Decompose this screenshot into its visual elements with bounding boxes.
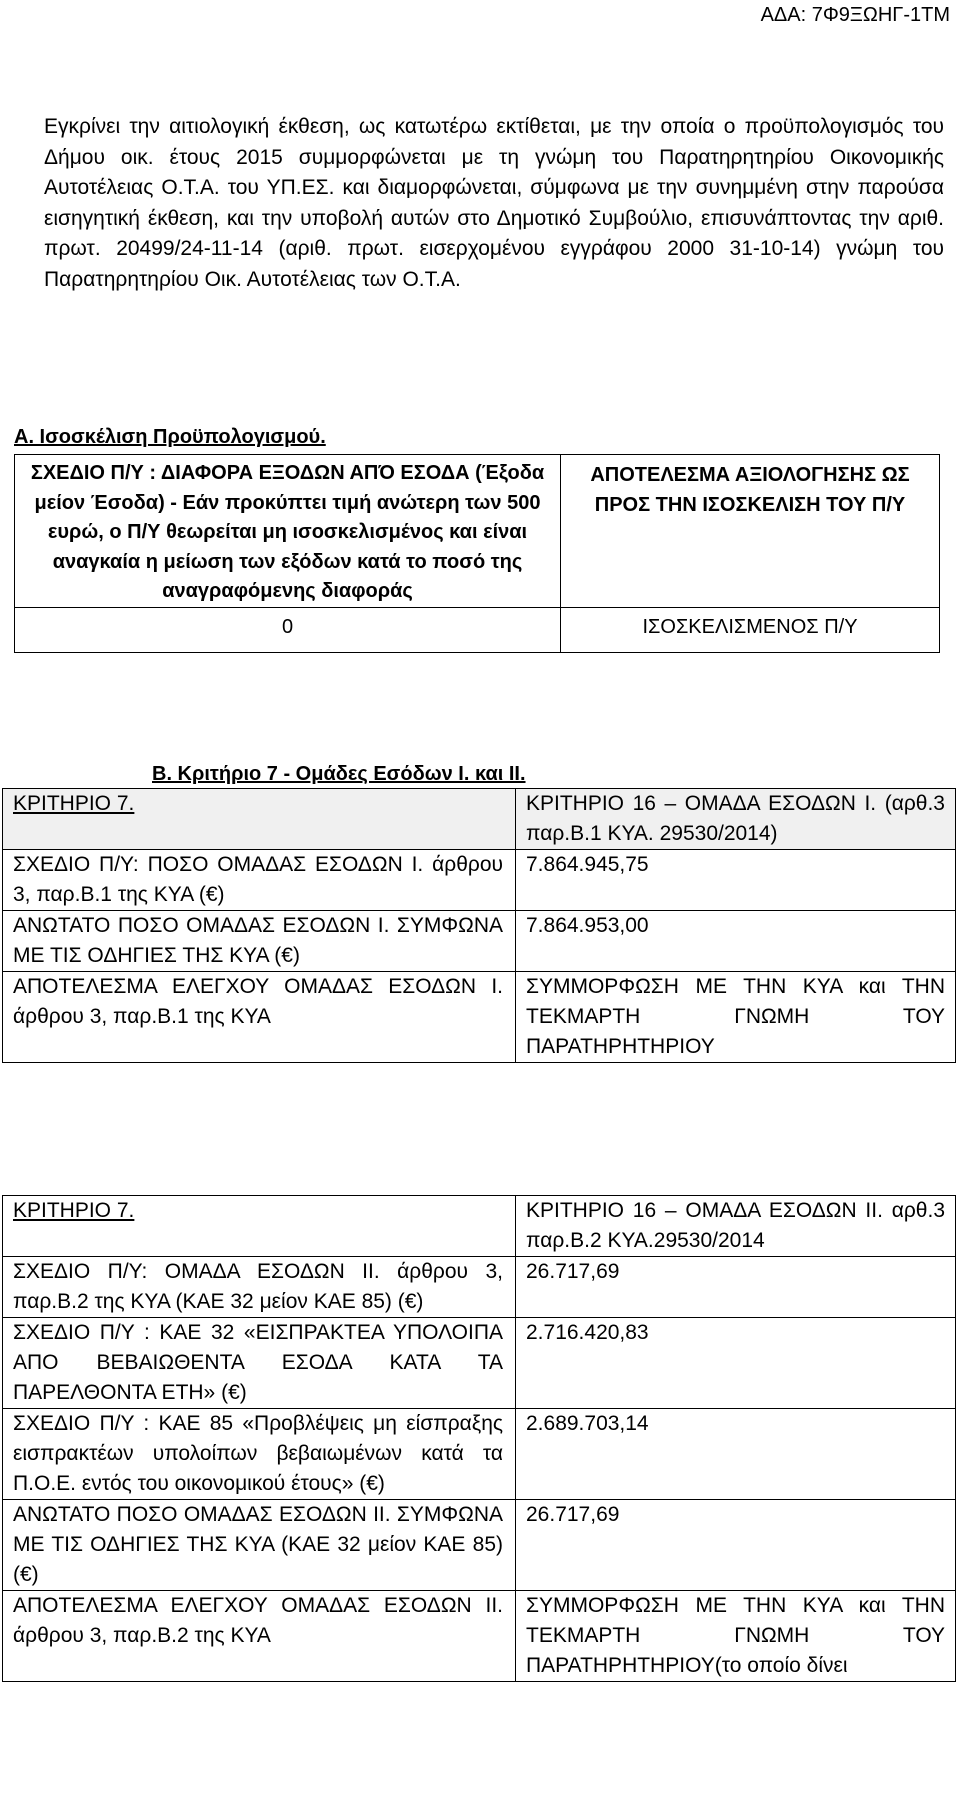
revenue-group-2-table — [2, 1195, 956, 1682]
table-row — [3, 1591, 956, 1682]
row-label: ΣΧΕΔΙΟ Π/Υ : ΚΑΕ 85 «Προβλέψεις μη είσπραξης εισπρακτέων υπολοίπων βεβαιωμένων κατά τα Π.Ο.Ε. εντός του οικονομικού έτους» (€) — [3, 1409, 516, 1500]
section-a-title: Α. Ισοσκέλιση Προϋπολογισμού. — [14, 426, 326, 448]
row-label: ΣΧΕΔΙΟ Π/Υ : ΚΑΕ 32 «ΕΙΣΠΡΑΚΤΕΑ ΥΠΟΛΟΙΠΑ ΑΠΟ ΒΕΒΑΙΩΘΕΝΤΑ ΕΣΟΔΑ ΚΑΤΑ ΤΑ ΠΑΡΕΛΘΟΝΤΑ ΕΤΗ» (€) — [3, 1318, 516, 1409]
criterion-7-label: ΚΡΙΤΗΡΙΟ 7. — [13, 1199, 135, 1222]
row-value: 26.717,69 — [516, 1257, 956, 1318]
table-row — [3, 850, 956, 911]
balance-table — [14, 454, 940, 653]
row-value: 7.864.945,75 — [516, 850, 956, 911]
balance-result-value: ΙΣΟΣΚΕΛΙΣΜΕΝΟΣ Π/Υ — [561, 607, 940, 652]
criterion-7-label: ΚΡΙΤΗΡΙΟ 7. — [13, 792, 135, 815]
row-label: ΑΝΩΤΑΤΟ ΠΟΣΟ ΟΜΑΔΑΣ ΕΣΟΔΩΝ ΙΙ. ΣΥΜΦΩΝΑ ΜΕ ΤΙΣ ΟΔΗΓΙΕΣ ΤΗΣ ΚΥΑ (ΚΑΕ 32 μείον ΚΑΕ 85) (€) — [3, 1500, 516, 1591]
table-row — [3, 1318, 956, 1409]
row-label: ΑΝΩΤΑΤΟ ΠΟΣΟ ΟΜΑΔΑΣ ΕΣΟΔΩΝ Ι. ΣΥΜΦΩΝΑ ΜΕ ΤΙΣ ΟΔΗΓΙΕΣ ΤΗΣ ΚΥΑ (€) — [3, 911, 516, 972]
table-row — [3, 1257, 956, 1318]
intro-paragraph: Εγκρίνει την αιτιολογική έκθεση, ως κατωτέρω εκτίθεται, με την οποία ο προϋπολογισμός του Δήμου οικ. έτους 2015 συμμορφώνεται με τη γνώμη του Παρατηρητηρίου Οικονομικής Αυτοτέλειας Ο.Τ.Α. του ΥΠ.ΕΣ. και διαμορφώνεται, σύμφωνα με την συνημμένη στην παρούσα εισηγητική έκθεση, και την υποβολή αυτών στο Δημοτικό Συμβούλιο, επισυνάπτοντας την αριθ. πρωτ. 20499/24-11-14 (αριθ. πρωτ. εισερχομένου εγγράφου 2000 31-10-14) γνώμη του Παρατηρητηρίου Οικ. Αυτοτέλειας των Ο.Τ.Α. — [44, 115, 944, 291]
document-ada-code: ΑΔΑ: 7Φ9ΞΩΗΓ-1ΤΜ — [760, 4, 950, 26]
row-value: ΣΥΜΜΟΡΦΩΣΗ ΜΕ ΤΗΝ ΚΥΑ και ΤΗΝ ΤΕΚΜΑΡΤΗ ΓΝΩΜΗ ΤΟΥ ΠΑΡΑΤΗΡΗΤΗΡΙΟΥ — [516, 972, 956, 1063]
table-row — [3, 911, 956, 972]
row-label: ΑΠΟΤΕΛΕΣΜΑ ΕΛΕΓΧΟΥ ΟΜΑΔΑΣ ΕΣΟΔΩΝ Ι. άρθρου 3, παρ.Β.1 της ΚΥΑ — [3, 972, 516, 1063]
table-header-row — [3, 789, 956, 850]
table-row — [3, 1500, 956, 1591]
row-label: ΑΠΟΤΕΛΕΣΜΑ ΕΛΕΓΧΟΥ ΟΜΑΔΑΣ ΕΣΟΔΩΝ ΙΙ. άρθρου 3, παρ.Β.2 της ΚΥΑ — [3, 1591, 516, 1682]
revenue-group-1-table — [2, 788, 956, 1063]
row-value: ΣΥΜΜΟΡΦΩΣΗ ΜΕ ΤΗΝ ΚΥΑ και ΤΗΝ ΤΕΚΜΑΡΤΗ ΓΝΩΜΗ ΤΟΥ ΠΑΡΑΤΗΡΗΤΗΡΙΟΥ(το οποίο δίνει — [516, 1591, 956, 1682]
row-value: 2.689.703,14 — [516, 1409, 956, 1500]
row-value: 26.717,69 — [516, 1500, 956, 1591]
row-value: 2.716.420,83 — [516, 1318, 956, 1409]
criterion-16-label: ΚΡΙΤΗΡΙΟ 16 – ΟΜΑΔΑ ΕΣΟΔΩΝ Ι. (αρθ.3 παρ.Β.1 ΚΥΑ. 29530/2014) — [516, 789, 956, 850]
balance-difference-value: 0 — [15, 607, 561, 652]
balance-table-header-row — [15, 455, 940, 608]
table-header-row — [3, 1196, 956, 1257]
row-label: ΣΧΕΔΙΟ Π/Υ: ΠΟΣΟ ΟΜΑΔΑΣ ΕΣΟΔΩΝ Ι. άρθρου 3, παρ.Β.1 της ΚΥΑ (€) — [3, 850, 516, 911]
balance-table-value-row — [15, 607, 940, 652]
row-label: ΣΧΕΔΙΟ Π/Υ: ΟΜΑΔΑ ΕΣΟΔΩΝ ΙΙ. άρθρου 3, παρ.Β.2 της ΚΥΑ (ΚΑΕ 32 μείον ΚΑΕ 85) (€) — [3, 1257, 516, 1318]
table-row — [3, 1409, 956, 1500]
row-value: 7.864.953,00 — [516, 911, 956, 972]
table-row — [3, 972, 956, 1063]
balance-result-header: ΑΠΟΤΕΛΕΣΜΑ ΑΞΙΟΛΟΓΗΣΗΣ ΩΣ ΠΡΟΣ ΤΗΝ ΙΣΟΣΚΕΛΙΣΗ ΤΟΥ Π/Υ — [561, 455, 940, 608]
criterion-16-label: ΚΡΙΤΗΡΙΟ 16 – ΟΜΑΔΑ ΕΣΟΔΩΝ ΙΙ. αρθ.3 παρ.Β.2 ΚΥΑ.29530/2014 — [516, 1196, 956, 1257]
section-b-title: Β. Κριτήριο 7 - Ομάδες Εσόδων Ι. και ΙΙ. — [152, 763, 526, 785]
balance-difference-header: ΣΧΕΔΙΟ Π/Υ : ΔΙΑΦΟΡΑ ΕΞΟΔΩΝ ΑΠΌ ΕΣΟΔΑ (Έξοδα μείον Έσοδα) - Εάν προκύπτει τιμή ανώτερη των 500 ευρώ, ο Π/Υ θεωρείται μη ισοσκελισμένος και είναι αναγκαία η μείωση των εξόδων κατά το ποσό της αναγραφόμενης διαφοράς — [15, 455, 561, 608]
